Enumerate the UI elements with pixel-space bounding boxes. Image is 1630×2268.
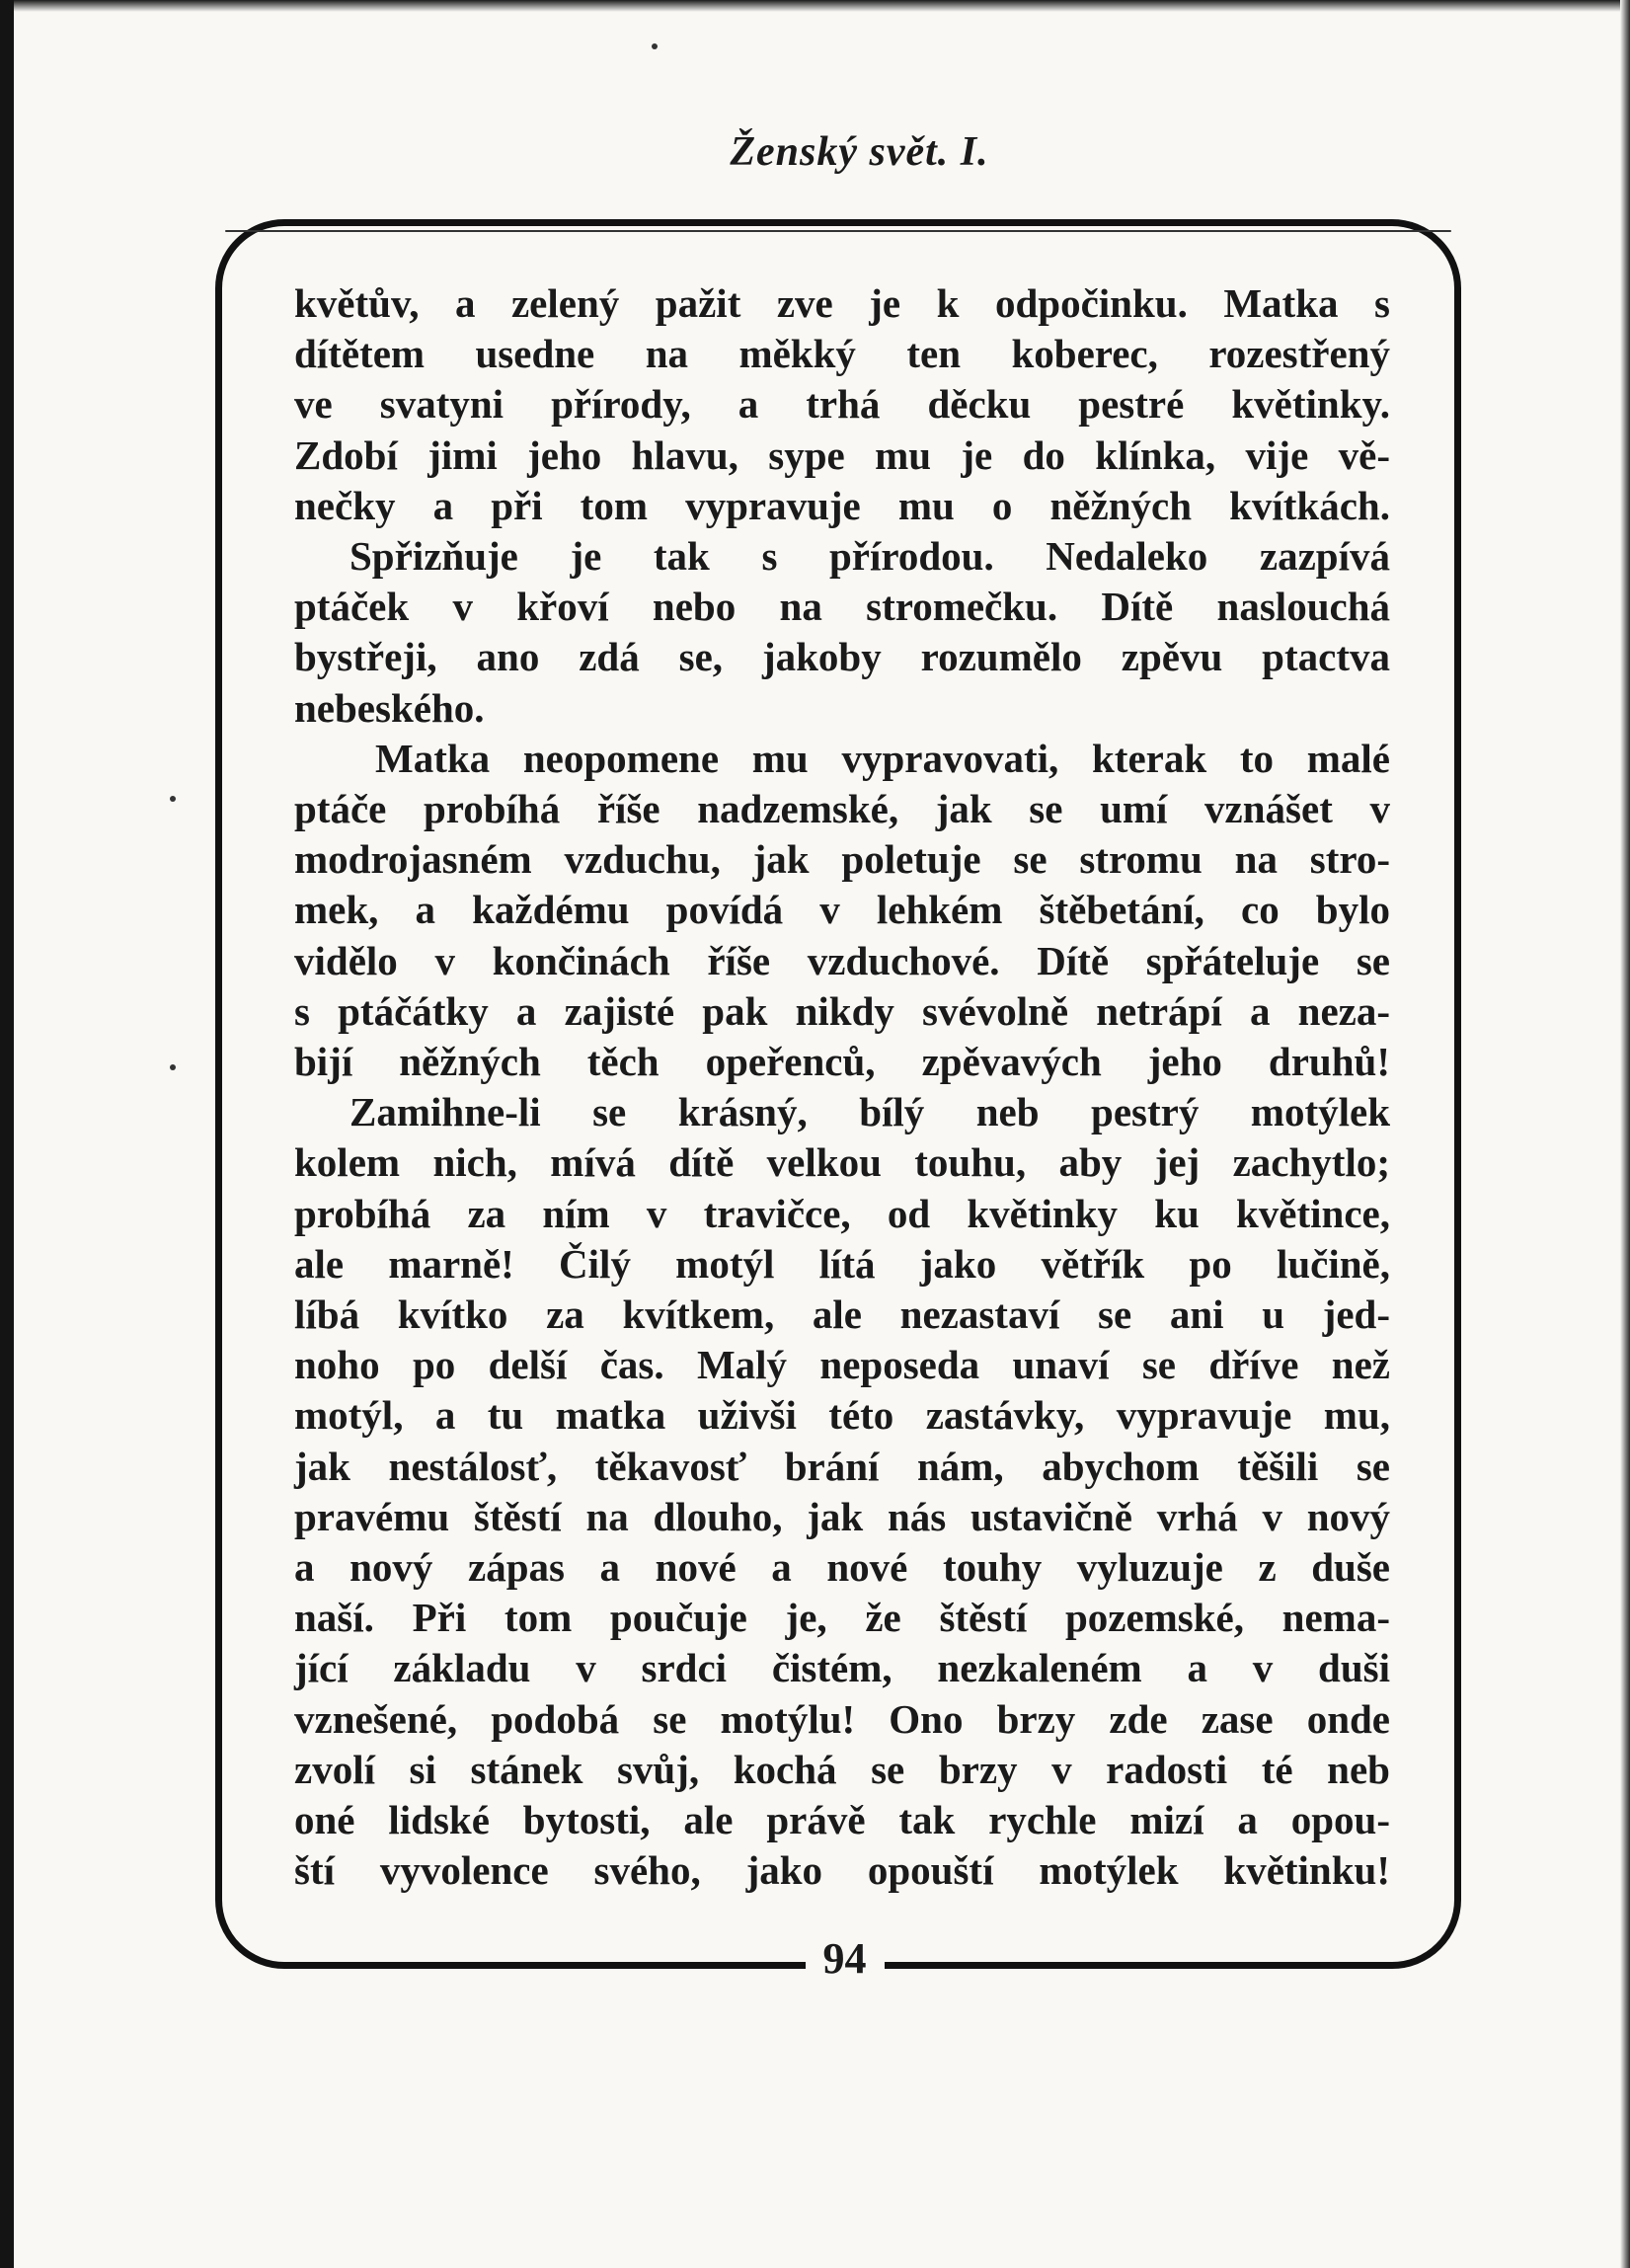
text-line: bijí něžných těch opeřenců, zpěvavých jeho druhů!	[294, 1039, 1390, 1085]
text-line: naší. Při tom poučuje je, že štěstí pozemské, nema-	[294, 1595, 1390, 1641]
text-line: probíhá za ním v travičce, od květinky ku květince,	[294, 1190, 1390, 1236]
text-line: nebeského.	[294, 684, 485, 731]
text-line: kolem nich, mívá dítě velkou touhu, aby jej zachytlo;	[294, 1139, 1390, 1186]
text-line: ptáče probíhá říše nadzemské, jak se umí vznášet v	[294, 786, 1390, 832]
text-line: květův, a zelený pažit zve je k odpočinku. Matka s	[294, 280, 1390, 326]
text-line: Matka neopomene mu vypravovati, kterak to malé	[375, 735, 1390, 781]
text-line: vidělo v končinách říše vzduchové. Dítě spřáteluje se	[294, 937, 1390, 983]
text-line: ale marně! Čilý motýl lítá jako větřík po lučině,	[294, 1240, 1390, 1287]
text-line: Zamihne-li se krásný, bílý neb pestrý motýlek	[349, 1089, 1390, 1135]
scan-border-right	[1620, 0, 1630, 2268]
text-line: ptáček v křoví nebo na stromečku. Dítě naslouchá	[294, 584, 1390, 630]
text-line: jak nestálosť, těkavosť brání nám, abychom těšili se	[294, 1443, 1390, 1489]
text-line: noho po delší čas. Malý neposeda unaví se dříve než	[294, 1342, 1390, 1388]
text-line: Zdobí jimi jeho hlavu, sype mu je do klínka, vije vě-	[294, 431, 1390, 478]
text-line: Spřizňuje je tak s přírodou. Nedaleko zazpívá	[349, 533, 1390, 580]
text-line: s ptáčátky a zajisté pak nikdy svévolně netrápí a neza-	[294, 987, 1390, 1034]
text-line: a nový zápas a nové a nové touhy vyluzuje z duše	[294, 1544, 1390, 1591]
text-line: mek, a každému povídá v lehkém štěbetání, co bylo	[294, 887, 1390, 933]
text-line: vznešené, podobá se motýlu! Ono brzy zde zase onde	[294, 1695, 1390, 1742]
text-line: ští vyvolence svého, jako opouští motýlek květinku!	[294, 1847, 1390, 1894]
text-line: dítětem usedne na měkký ten koberec, rozestřený	[294, 331, 1390, 377]
text-line: bystřeji, ano zdá se, jakoby rozumělo zpěvu ptactva	[294, 634, 1390, 680]
body-text	[294, 278, 1390, 1897]
text-line: oné lidské bytosti, ale právě tak rychle mizí a opou-	[294, 1797, 1390, 1843]
page-number-container	[0, 1933, 1630, 1984]
running-title: Ženský svět. I.	[730, 129, 989, 175]
speck	[170, 1064, 176, 1070]
text-line: pravému štěstí na dlouho, jak nás ustavičně vrhá v nový	[294, 1493, 1390, 1539]
scan-border-left	[0, 0, 14, 2268]
page-number: 94	[806, 1933, 885, 1984]
text-line: líbá kvítko za kvítkem, ale nezastaví se ani u jed-	[294, 1291, 1390, 1338]
text-line: ve svatyni přírody, a trhá děcku pestré květinky.	[294, 381, 1390, 428]
text-line: modrojasném vzduchu, jak poletuje se stromu na stro-	[294, 836, 1390, 883]
text-line: nečky a při tom vypravuje mu o něžných kvítkách.	[294, 482, 1390, 528]
speck	[652, 43, 658, 49]
text-line: jící základu v srdci čistém, nezkaleném a v duši	[294, 1645, 1390, 1691]
scan-border-top	[0, 0, 1630, 12]
text-line: zvolí si stánek svůj, kochá se brzy v radosti té neb	[294, 1746, 1390, 1792]
speck	[170, 796, 176, 802]
text-line: motýl, a tu matka uživši této zastávky, vypravuje mu,	[294, 1392, 1390, 1439]
